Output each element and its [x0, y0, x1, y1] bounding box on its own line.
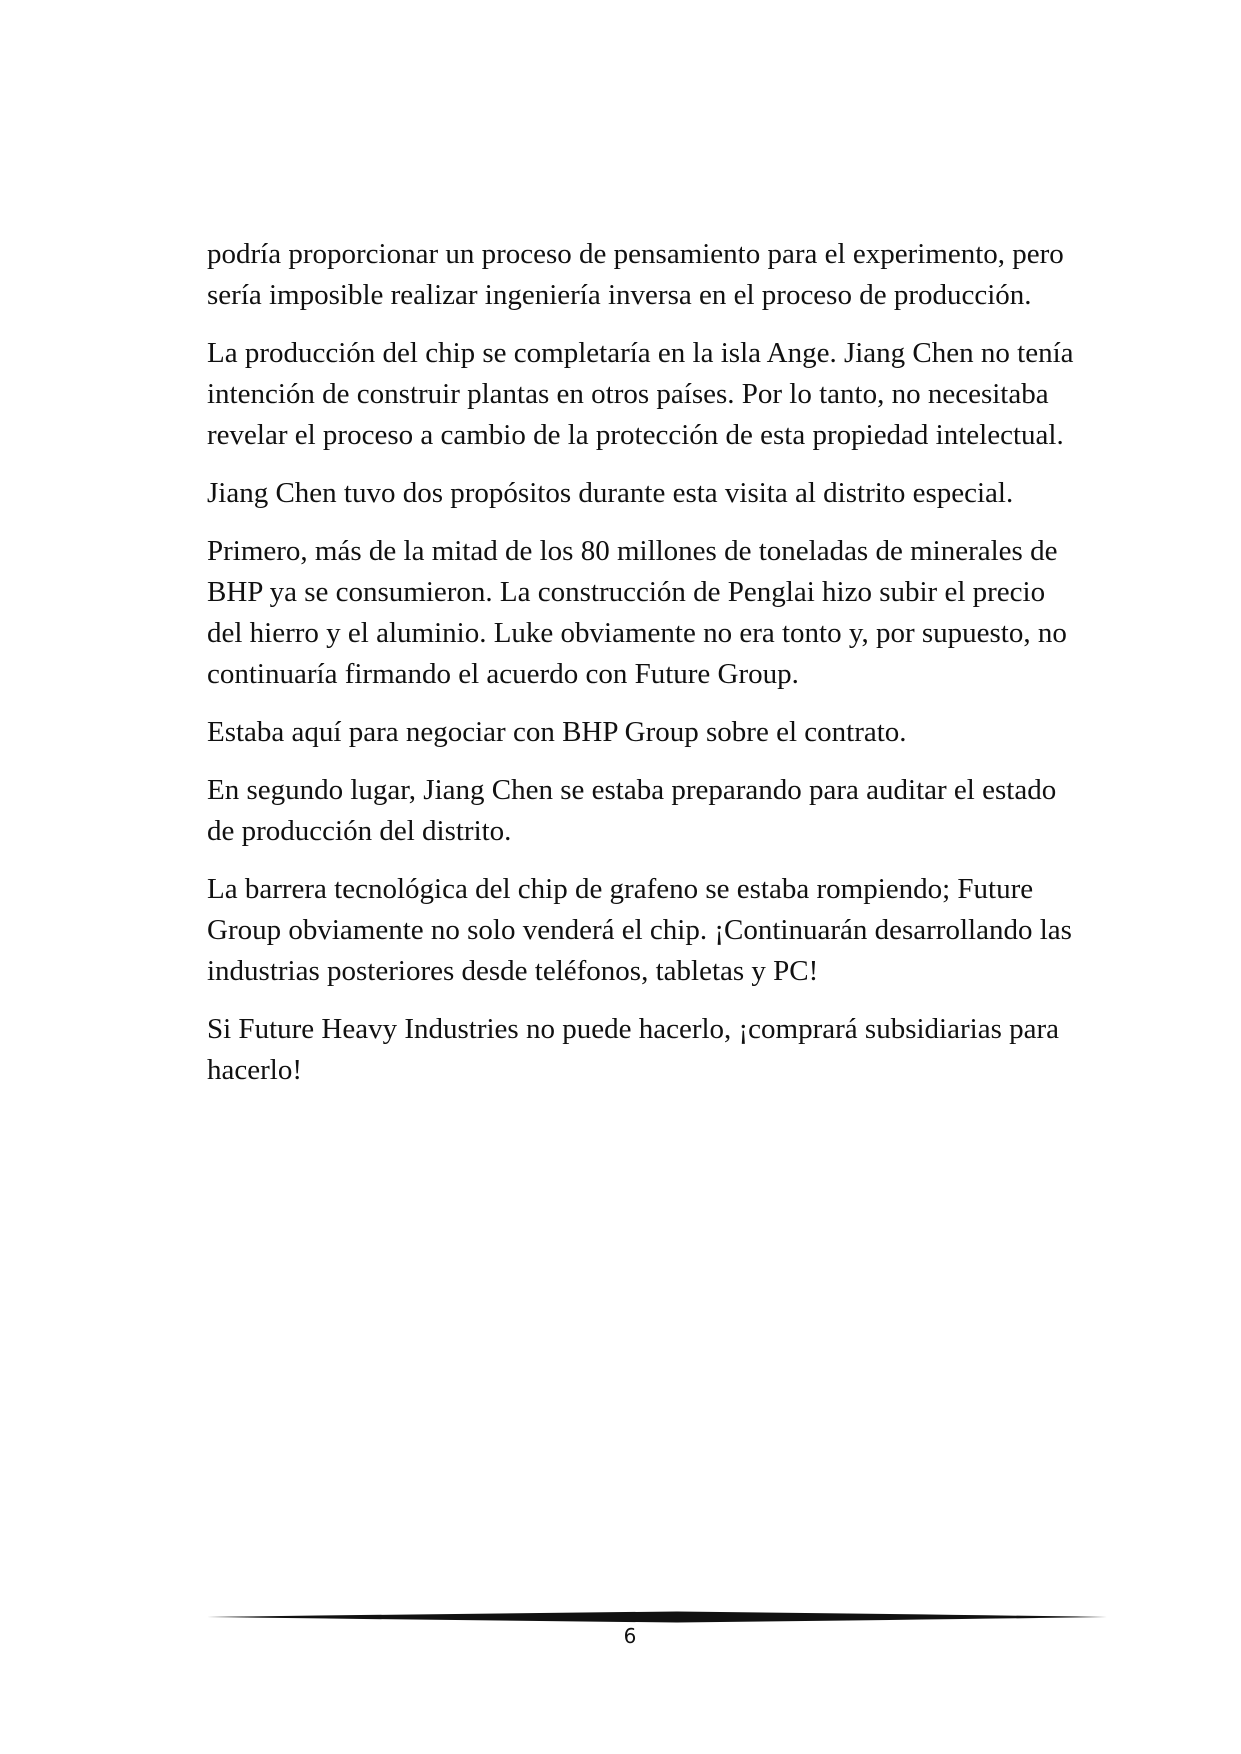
paragraph-1: podría proporcionar un proceso de pensamiento para el experimento, pero sería imposible realizar ingeniería inversa en el proceso de producción.: [207, 238, 1064, 311]
footer-rule: [207, 1610, 1107, 1624]
body-text: [207, 234, 1077, 1108]
paragraph-8: Si Future Heavy Industries no puede hacerlo, ¡comprará subsidiarias para hacerlo!: [207, 1013, 1060, 1086]
paragraph-3: Jiang Chen tuvo dos propósitos durante esta visita al distrito especial.: [207, 477, 1014, 509]
paragraph-5: Estaba aquí para negociar con BHP Group sobre el contrato.: [207, 716, 907, 748]
paragraph-4: Primero, más de la mitad de los 80 millones de toneladas de minerales de BHP ya se consumieron. La construcción de Penglai hizo subir el precio del hierro y el aluminio. Luke obviamente no era tonto y, por supuesto, no continuaría firmando el acuerdo con Future Group.: [207, 535, 1067, 690]
paragraph-7: La barrera tecnológica del chip de grafeno se estaba rompiendo; Future Group obviamente no solo venderá el chip. ¡Continuarán desarrollando las industrias posteriores desde teléfonos, tabletas y PC!: [207, 873, 1072, 987]
paragraph-2: La producción del chip se completaría en la isla Ange. Jiang Chen no tenía intención de construir plantas en otros países. Por lo tanto, no necesitaba revelar el proceso a cambio de la protección de esta propiedad intelectual.: [207, 337, 1074, 451]
paragraph-6: En segundo lugar, Jiang Chen se estaba preparando para auditar el estado de producción del distrito.: [207, 774, 1057, 847]
page-number: 6: [623, 1624, 637, 1648]
